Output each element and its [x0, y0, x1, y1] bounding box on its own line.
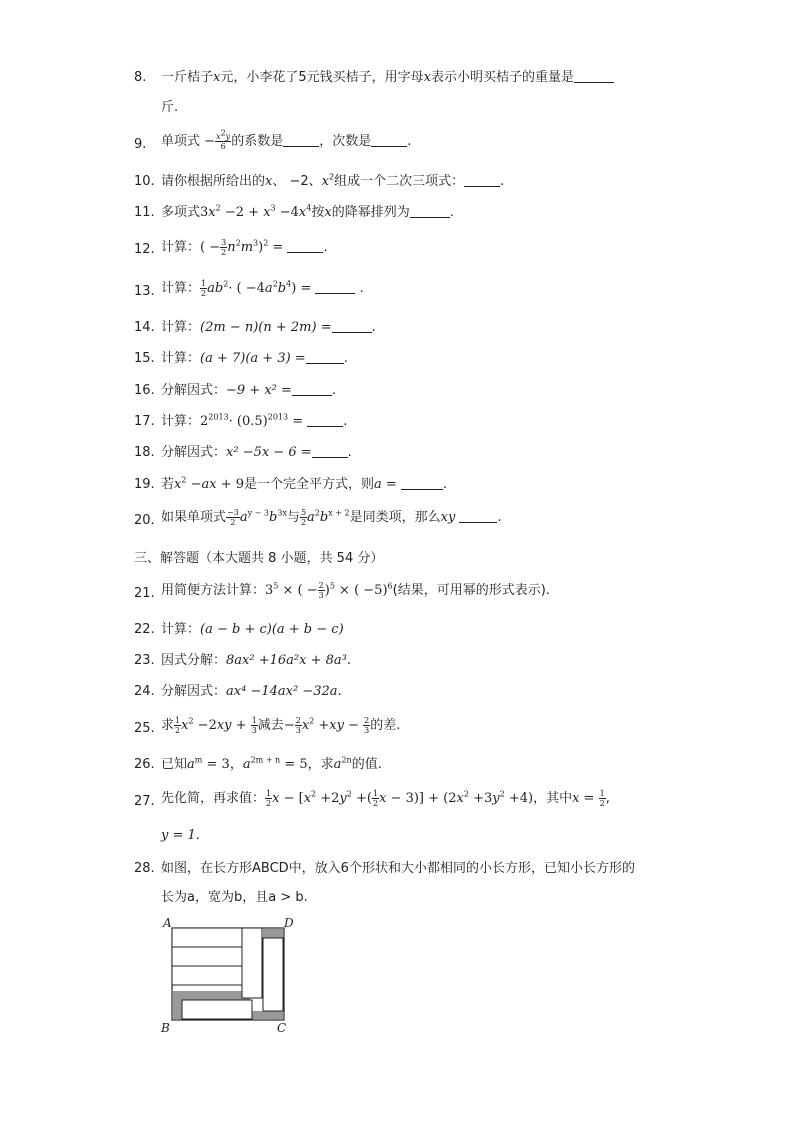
- q20-number: 20.: [134, 513, 155, 528]
- q11-text: 多项式$3x^2 -2 + x^3 -4x^4$按x的降幂排列为 .: [161, 203, 454, 220]
- q25-text: 求 $\frac{1}{2}$ $x^2 -2xy$ + $\frac{1}{3}$ 减去− $\frac{2}{3}$ $x^2 +xy$ − $\frac{2}{3}$ 的差.: [161, 716, 401, 735]
- q14-number: 14.: [134, 320, 155, 335]
- shaded-region-top-right: [263, 929, 283, 938]
- q13-number: 13.: [134, 284, 155, 299]
- q27-text-line2: y = 1.: [161, 828, 200, 843]
- rectangle-figure: [160, 914, 300, 1039]
- q24-number: 24.: [134, 684, 155, 699]
- q19-text: 若$x^2 -ax + 9$是一个完全平方式，则a = .: [161, 475, 448, 492]
- q28-text: 如图，在长方形ABCD中，放入6个形状和大小都相同的小长方形，已知小长方形的: [161, 861, 635, 876]
- q26-text: 已知$a^m = 3$，$a^{2m + n} = 5$，求$a^{2n}$的值.: [161, 755, 382, 772]
- q17-number: 17.: [134, 414, 155, 429]
- small-rectangle-2: [172, 947, 242, 966]
- q16-number: 16.: [134, 383, 155, 398]
- q22-text: 计算：(a − b + c)(a + b − c): [161, 622, 344, 637]
- small-rectangle-6: [182, 1000, 252, 1019]
- q18-number: 18.: [134, 445, 155, 460]
- small-rectangle-5: [263, 938, 283, 1011]
- q19-number: 19.: [134, 477, 155, 492]
- q11-number: 11.: [134, 205, 155, 220]
- q16-text: 分解因式：−9 + x² = .: [161, 383, 337, 398]
- label-b: B: [161, 1021, 170, 1035]
- small-rectangle-3: [172, 966, 242, 985]
- q10-number: 10.: [134, 174, 155, 189]
- q28-number: 28.: [134, 861, 155, 876]
- q27-number: 27.: [134, 794, 155, 809]
- q21-text: 用简便方法计算：$3^5$ × ( − $\frac{2}{3}$ )$^5$ × ( −5)$^6$(结果，可用幂的形式表示).: [161, 581, 550, 600]
- q13-text: 计算： $\frac{1}{2}$ $ab^2\cdot$ ( $-4a^2b^4$) = .: [161, 279, 364, 298]
- label-c: C: [277, 1021, 287, 1035]
- q23-number: 23.: [134, 653, 155, 668]
- label-a: A: [163, 916, 172, 930]
- small-rectangle-1: [172, 928, 242, 947]
- q8-text: 一斤桔子x元，小李花了5元钱买桔子，用字母x表示小明买桔子的重量是: [161, 70, 614, 86]
- q10-text: 请你根据所给出的x、 −2、$x^2$组成一个二次三项式： .: [161, 172, 505, 189]
- q9-text: 单项式 − $\frac{x^2y}{6}$ 的系数是 ，次数是 .: [161, 128, 412, 151]
- section-3-heading: 三、解答题（本大题共 8 小题，共 54 分）: [134, 551, 384, 566]
- q15-text: 计算：(a + 7)(a + 3) = .: [161, 351, 348, 366]
- shaded-region-bottom-right: [252, 1011, 283, 1019]
- q23-text: 因式分解：8ax² +16a²x + 8a³.: [161, 653, 351, 668]
- q25-number: 25.: [134, 721, 155, 736]
- q24-text: 分解因式：ax⁴ −14ax² −32a.: [161, 684, 342, 699]
- q8-number: 8.: [134, 70, 147, 85]
- q26-number: 26.: [134, 757, 155, 772]
- label-d: D: [284, 916, 294, 930]
- small-rectangle-4: [242, 928, 262, 998]
- q9-number: 9.: [134, 137, 147, 152]
- q20-text: 如果单项式 $\frac{-3}{2}$ $a^{y - 3}b^{3x}$与 $\frac{5}{2}$ $a^2b^{x + 2}$是同类项，那么xy .: [161, 508, 502, 527]
- q14-text: 计算：(2m − n)(n + 2m) = .: [161, 320, 376, 335]
- q8-text-line2: 斤.: [161, 100, 179, 115]
- q12-text: 计算：( − $\frac{3}{2}$ $n^2m^3)^2$ = .: [161, 238, 328, 257]
- q22-number: 22.: [134, 622, 155, 637]
- q27-text: 先化简，再求值： $\frac{1}{2}$ $x - [x^2 +2y^2$ +( $\frac{1}{2}$ $x - 3)] + (2x^2 +3y^2 +4)$，其中x = $\frac{1}{2}$ ,: [161, 789, 610, 808]
- q17-text: 计算：$2^{2013}\cdot (0.5)^{2013}$ = .: [161, 412, 348, 429]
- q12-number: 12.: [134, 242, 155, 257]
- q18-text: 分解因式：x² −5x − 6 = .: [161, 445, 352, 460]
- q21-number: 21.: [134, 586, 155, 601]
- q28-text-line2: 长为a，宽为b，且a > b.: [161, 890, 308, 905]
- q15-number: 15.: [134, 351, 155, 366]
